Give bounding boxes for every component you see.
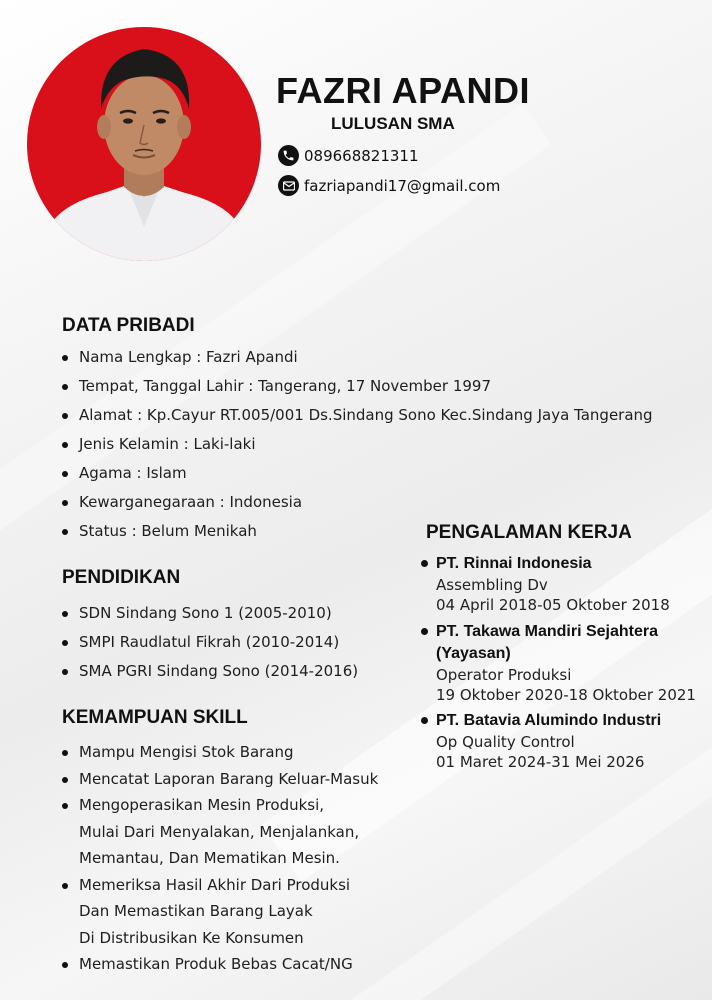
job-company-note: (Yayasan) [436, 645, 511, 662]
job-period: 19 Oktober 2020-18 Oktober 2021 [436, 686, 696, 704]
section-heading-pengalaman: PENGALAMAN KERJA [426, 522, 632, 543]
list-item: Agama : Islam [62, 462, 653, 491]
job-company: PT. Rinnai Indonesia [421, 553, 670, 575]
list-item: SDN Sindang Sono 1 (2005-2010) [62, 602, 358, 631]
job-period: 01 Maret 2024-31 Mei 2026 [436, 753, 645, 771]
email-icon [278, 175, 299, 196]
job-entry [421, 710, 661, 772]
pendidikan-list [62, 602, 358, 689]
list-item: Tempat, Tanggal Lahir : Tangerang, 17 November 1997 [62, 375, 653, 404]
job-entry [421, 621, 696, 705]
section-heading-data-pribadi: DATA PRIBADI [62, 315, 195, 336]
list-item: Alamat : Kp.Cayur RT.005/001 Ds.Sindang Sono Kec.Sindang Jaya Tangerang [62, 404, 653, 433]
phone-icon [278, 145, 299, 166]
job-position: Operator Produksi [436, 666, 572, 684]
phone-contact[interactable] [278, 145, 419, 166]
profile-portrait [27, 27, 261, 261]
section-heading-pendidikan: PENDIDIKAN [62, 567, 181, 588]
list-item: Status : Belum Menikah [62, 520, 653, 549]
profile-photo [27, 27, 261, 261]
job-position: Op Quality Control [436, 733, 575, 751]
data-pribadi-list [62, 346, 653, 549]
job-position: Assembling Dv [436, 576, 548, 594]
list-item: Jenis Kelamin : Laki-laki [62, 433, 653, 462]
job-period: 04 April 2018-05 Oktober 2018 [436, 596, 670, 614]
person-role: LULUSAN SMA [331, 114, 455, 133]
list-item: SMPI Raudlatul Fikrah (2010-2014) [62, 631, 358, 660]
person-name: FAZRI APANDI [276, 70, 530, 111]
list-item: Mengoperasikan Mesin Produksi, Mulai Dari Menyalakan, Menjalankan, Memantau, Dan Mematikan Mesin. [62, 792, 378, 872]
list-item: SMA PGRI Sindang Sono (2014-2016) [62, 660, 358, 689]
job-company: PT. Takawa Mandiri Sejahtera [421, 621, 696, 643]
email-contact[interactable] [278, 175, 500, 196]
job-entry [421, 553, 670, 615]
skill-list [62, 739, 378, 978]
job-company: PT. Batavia Alumindo Industri [421, 710, 661, 732]
section-heading-skill: KEMAMPUAN SKILL [62, 707, 248, 728]
phone-number: 089668821311 [304, 146, 419, 165]
list-item: Memeriksa Hasil Akhir Dari Produksi Dan Memastikan Barang Layak Di Distribusikan Ke Konsumen [62, 872, 378, 952]
list-item: Memastikan Produk Bebas Cacat/NG [62, 951, 378, 978]
email-address: fazriapandi17@gmail.com [304, 176, 501, 195]
list-item: Nama Lengkap : Fazri Apandi [62, 346, 653, 375]
list-item: Kewarganegaraan : Indonesia [62, 491, 653, 520]
list-item: Mencatat Laporan Barang Keluar-Masuk [62, 766, 378, 793]
list-item: Mampu Mengisi Stok Barang [62, 739, 378, 766]
